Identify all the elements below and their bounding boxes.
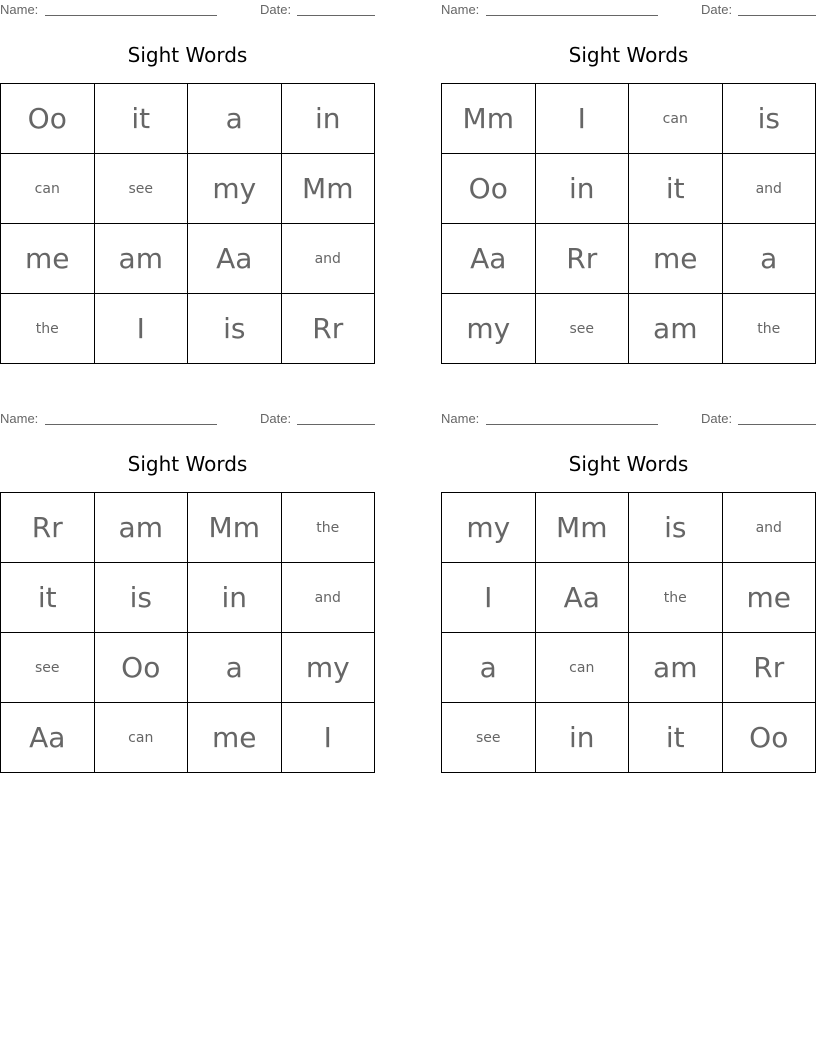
word-grid bbox=[0, 83, 375, 364]
word-cell: can bbox=[95, 703, 189, 773]
word-cell: I bbox=[282, 703, 376, 773]
bingo-card bbox=[441, 0, 816, 365]
card-title: Sight Words bbox=[127, 43, 248, 67]
word-cell: it bbox=[1, 563, 95, 633]
card-header bbox=[441, 411, 816, 429]
word-cell: see bbox=[442, 703, 536, 773]
word-cell: a bbox=[442, 633, 536, 703]
name-field[interactable] bbox=[45, 2, 217, 16]
word-cell: Aa bbox=[442, 224, 536, 294]
bingo-card bbox=[0, 409, 375, 774]
word-cell: Oo bbox=[95, 633, 189, 703]
word-cell: it bbox=[629, 154, 723, 224]
name-label: Name: bbox=[0, 2, 39, 17]
name-field[interactable] bbox=[486, 411, 658, 425]
name-field[interactable] bbox=[45, 411, 217, 425]
word-cell: Rr bbox=[1, 493, 95, 563]
word-cell: I bbox=[95, 294, 189, 364]
name-label: Name: bbox=[441, 411, 480, 426]
word-cell: Mm bbox=[442, 84, 536, 154]
date-field[interactable] bbox=[297, 2, 375, 16]
bingo-card bbox=[0, 0, 375, 365]
word-cell: in bbox=[536, 703, 630, 773]
word-cell: Aa bbox=[188, 224, 282, 294]
word-cell: is bbox=[629, 493, 723, 563]
word-cell: the bbox=[723, 294, 816, 364]
card-title: Sight Words bbox=[127, 452, 248, 476]
word-cell: it bbox=[95, 84, 189, 154]
card-title: Sight Words bbox=[568, 43, 689, 67]
word-cell: my bbox=[282, 633, 376, 703]
word-cell: is bbox=[723, 84, 816, 154]
word-cell: in bbox=[282, 84, 376, 154]
word-cell: it bbox=[629, 703, 723, 773]
word-cell: Rr bbox=[723, 633, 816, 703]
date-field[interactable] bbox=[738, 2, 816, 16]
word-cell: my bbox=[188, 154, 282, 224]
word-cell: am bbox=[95, 224, 189, 294]
word-cell: am bbox=[629, 294, 723, 364]
word-cell: a bbox=[188, 84, 282, 154]
word-cell: is bbox=[95, 563, 189, 633]
date-field[interactable] bbox=[738, 411, 816, 425]
word-cell: in bbox=[536, 154, 630, 224]
word-cell: can bbox=[1, 154, 95, 224]
name-label: Name: bbox=[0, 411, 39, 426]
word-cell: I bbox=[536, 84, 630, 154]
card-header bbox=[0, 411, 375, 429]
word-grid bbox=[0, 492, 375, 773]
word-cell: the bbox=[1, 294, 95, 364]
word-cell: my bbox=[442, 493, 536, 563]
word-cell: and bbox=[282, 224, 376, 294]
word-grid bbox=[441, 83, 816, 364]
word-cell: am bbox=[95, 493, 189, 563]
word-grid bbox=[441, 492, 816, 773]
word-cell: Mm bbox=[282, 154, 376, 224]
name-label: Name: bbox=[441, 2, 480, 17]
word-cell: the bbox=[629, 563, 723, 633]
date-label: Date: bbox=[701, 2, 733, 17]
word-cell: me bbox=[723, 563, 816, 633]
word-cell: Oo bbox=[723, 703, 816, 773]
word-cell: the bbox=[282, 493, 376, 563]
word-cell: can bbox=[629, 84, 723, 154]
word-cell: Rr bbox=[282, 294, 376, 364]
name-field[interactable] bbox=[486, 2, 658, 16]
word-cell: and bbox=[723, 493, 816, 563]
date-label: Date: bbox=[260, 411, 292, 426]
bingo-card bbox=[441, 409, 816, 774]
date-label: Date: bbox=[260, 2, 292, 17]
word-cell: a bbox=[723, 224, 816, 294]
word-cell: Rr bbox=[536, 224, 630, 294]
word-cell: Oo bbox=[442, 154, 536, 224]
word-cell: see bbox=[1, 633, 95, 703]
word-cell: Aa bbox=[536, 563, 630, 633]
word-cell: Oo bbox=[1, 84, 95, 154]
word-cell: can bbox=[536, 633, 630, 703]
word-cell: is bbox=[188, 294, 282, 364]
card-title: Sight Words bbox=[568, 452, 689, 476]
word-cell: a bbox=[188, 633, 282, 703]
word-cell: me bbox=[1, 224, 95, 294]
word-cell: and bbox=[282, 563, 376, 633]
word-cell: see bbox=[95, 154, 189, 224]
date-field[interactable] bbox=[297, 411, 375, 425]
date-label: Date: bbox=[701, 411, 733, 426]
word-cell: Aa bbox=[1, 703, 95, 773]
word-cell: am bbox=[629, 633, 723, 703]
word-cell: in bbox=[188, 563, 282, 633]
word-cell: see bbox=[536, 294, 630, 364]
word-cell: and bbox=[723, 154, 816, 224]
word-cell: me bbox=[188, 703, 282, 773]
card-header bbox=[441, 2, 816, 20]
word-cell: my bbox=[442, 294, 536, 364]
word-cell: Mm bbox=[188, 493, 282, 563]
card-header bbox=[0, 2, 375, 20]
word-cell: I bbox=[442, 563, 536, 633]
word-cell: me bbox=[629, 224, 723, 294]
word-cell: Mm bbox=[536, 493, 630, 563]
